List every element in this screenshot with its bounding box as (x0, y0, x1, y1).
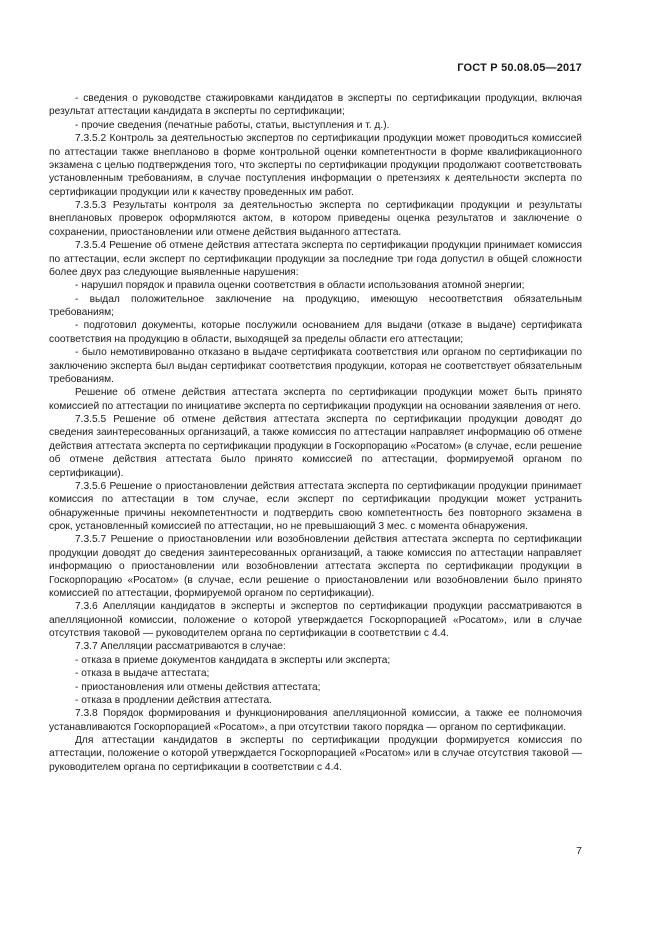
page-number: 7 (576, 845, 582, 857)
paragraph: - отказа в приеме документов кандидата в эксперты или эксперта; (75, 654, 391, 666)
paragraph: Для аттестации кандидатов в эксперты по сертификации продукции формируется комиссия по аттестации, положение о которой утверждается Госкорпорацией «Росатом» или в случае отсутствия таковой — руководителем органа по сертификации в соответствии с 4.4. (49, 735, 582, 773)
paragraph: - приостановления или отмены действия аттестата; (75, 681, 321, 693)
paragraph: - выдал положительное заключение на продукцию, имеющую несоответствия обязательным требованиям; (49, 293, 582, 318)
paragraph: 7.3.8 Порядок формирования и функционирования апелляционной комиссии, а также ее полномочия устанавливаются Госкорпорацией «Росатом», а при отсутствии такого порядка — органом по сертификации. (49, 708, 582, 733)
paragraph: 7.3.5.2 Контроль за деятельностью экспертов по сертификации продукции может проводиться комиссией по аттестации также внепланово в форме контрольной оценки компетентности в форме квалификационного экзамена с целью подтверждения того, что эксперты по сертификации продукции продолжают соответствовать установленным требованиям, в случае поступления информации о претензиях к деятельности эксперта по сертификации продукции или к качеству проведенных им работ. (49, 133, 582, 198)
paragraph: - прочие сведения (печатные работы, статьи, выступления и т. д.). (75, 119, 390, 131)
standard-code-header: ГОСТ Р 50.08.05—2017 (457, 62, 582, 74)
paragraph: - подготовил документы, которые послужили основанием для выдачи (отказе в выдаче) сертификата соответствия на продукцию в области, выходящей за пределы области его аттестации; (49, 320, 582, 345)
paragraph: - было немотивированно отказано в выдаче сертификата соответствия или органом по сертификации по заключению эксперта был выдан сертификат соответствия продукции, которая не соответствует обязательным требованиям. (49, 347, 582, 385)
paragraph: - отказа в продлении действия аттестата. (75, 694, 272, 706)
paragraph: Решение об отмене действия аттестата эксперта по сертификации продукции может быть принято комиссией по аттестации по инициативе эксперта по сертификации продукции на основании заявления от него. (49, 387, 582, 412)
paragraph: - сведения о руководстве стажировками кандидатов в эксперты по сертификации продукции, включая результат аттестации кандидата в эксперты по сертификации; (49, 93, 582, 118)
paragraph: 7.3.5.6 Решение о приостановлении действия аттестата эксперта по сертификации продукции принимает комиссия по аттестации в том случае, если эксперт по сертификации продукции может устранить обнаруженные причины некомпетентности и подтвердить свою компетентность без повторного экзамена в срок, установленный комиссией по аттестации, но не превышающий 3 мес. с момента обнаружения. (49, 480, 582, 532)
paragraph: 7.3.7 Апелляции рассматриваются в случае: (75, 641, 286, 653)
document-body (49, 92, 582, 774)
paragraph: - отказа в выдаче аттестата; (75, 668, 210, 680)
paragraph: 7.3.5.4 Решение об отмене действия аттестата эксперта по сертификации продукции принимает комиссия по аттестации, если эксперт по сертификации продукции за последние три года допустил в общей сложности более двух раз следующие выявленные нарушения: (49, 240, 582, 278)
paragraph: 7.3.5.5 Решение об отмене действия аттестата эксперта по сертификации продукции доводят до сведения заинтересованных организаций, а также комиссия по аттестации направляет информацию об отмене действия аттестата эксперта по сертификации продукции в Госкорпорацию «Росатом» (в случае, если решение об отмене действия аттестата было принято комиссией по аттестации, формируемой органом по сертификации). (49, 414, 582, 479)
paragraph: 7.3.5.3 Результаты контроля за деятельностью эксперта по сертификации продукции и результаты внеплановых проверок оформляются актом, в котором приведены оценка результатов и заключение о сохранении, приостановлении или отмене действия выданного аттестата. (49, 200, 582, 238)
paragraph: - нарушил порядок и правила оценки соответствия в области использования атомной энергии; (75, 280, 525, 292)
paragraph: 7.3.6 Апелляции кандидатов в эксперты и экспертов по сертификации продукции рассматриваются в апелляционной комиссии, положение о которой утверждается Госкорпорацией «Росатом», или в случае отсутствия таковой — руководителем органа по сертификации в соответствии с 4.4. (49, 601, 582, 639)
paragraph: 7.3.5.7 Решение о приостановлении или возобновлении действия аттестата эксперта по сертификации продукции доводят до сведения заинтересованных организаций, а также комиссия по аттестации направляет информацию о приостановлении или возобновлении аттестата эксперта по сертификации продукции в Госкорпорацию «Росатом» (в случае, если решение о приостановлении или возобновлении было принято комиссией по аттестации, формируемой органом по сертификации). (49, 534, 582, 599)
